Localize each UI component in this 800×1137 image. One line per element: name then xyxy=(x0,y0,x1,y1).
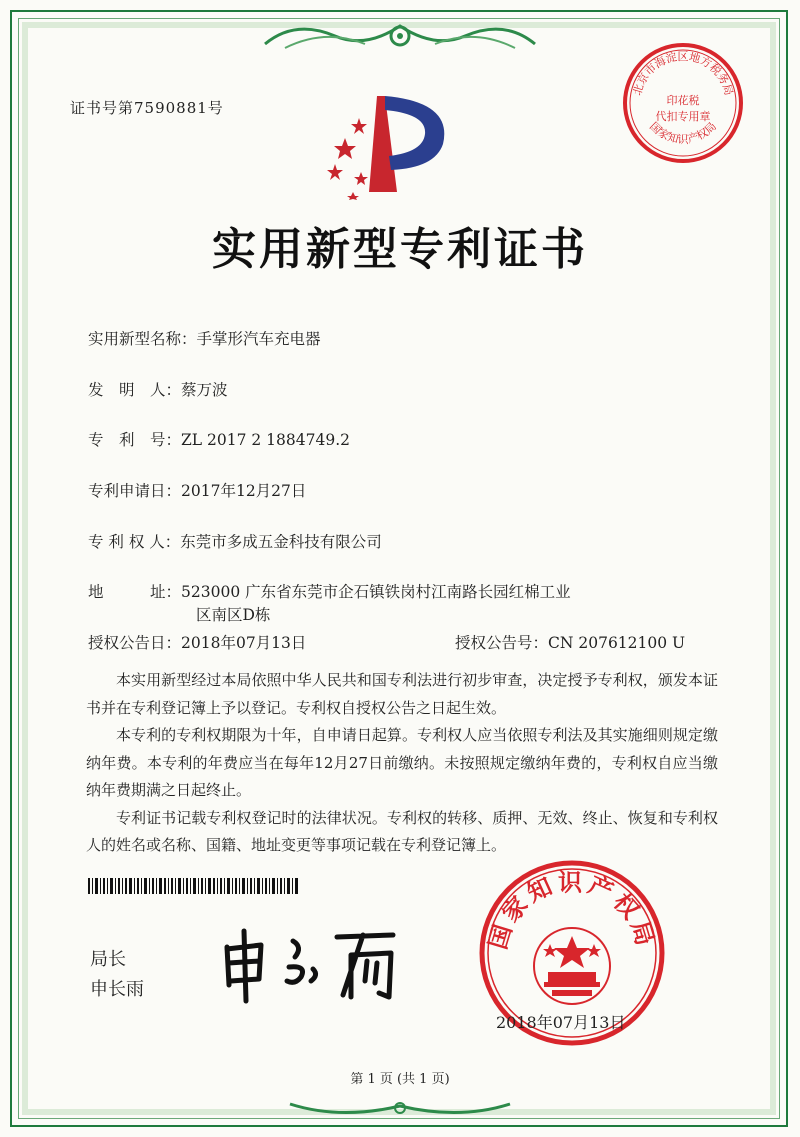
inventor-row xyxy=(88,378,228,400)
body-text xyxy=(86,667,718,860)
patent-number-row xyxy=(88,428,350,450)
utility-name-label: 实用新型名称： xyxy=(88,330,197,348)
sipo-seal-text: 国家知识产权局 xyxy=(483,868,661,953)
seal-date: 2018年07月13日 xyxy=(496,1013,626,1032)
grant-date-row xyxy=(88,631,306,653)
barcode-icon xyxy=(88,878,298,894)
certificate-number: 证书号第7590881号 xyxy=(70,99,224,117)
patentee-label: 专 利 权 人： xyxy=(88,533,181,551)
page-title: 实用新型专利证书 xyxy=(212,224,588,275)
inventor-value: 蔡万波 xyxy=(181,381,228,399)
body-paragraph-2: 本专利的专利权期限为十年，自申请日起算。专利权人应当依照专利法及其实施细则规定缴纳年费。本专利的年费应当在每年12月27日前缴纳。未按照规定缴纳年费的，专利权自应当缴纳年费期满之日起终止。 xyxy=(86,726,718,799)
body-paragraph-3: 专利证书记载专利权登记时的法律状况。专利权的转移、质押、无效、终止、恢复和专利权人的姓名或名称、国籍、地址变更等事项记载在专利登记簿上。 xyxy=(86,808,718,854)
patentee-row xyxy=(88,530,382,552)
filing-date-label: 专利申请日： xyxy=(88,482,182,500)
svg-text:国家知识产权局 xyxy=(647,120,719,146)
grant-number-label: 授权公告号： xyxy=(455,634,549,652)
page-number: 第 1 页 (共 1 页) xyxy=(350,1072,450,1087)
patent-number-value: ZL 2017 2 1884749.2 xyxy=(181,431,350,449)
handwritten-signature xyxy=(215,925,405,1005)
body-paragraph-1: 本实用新型经过本局依照中华人民共和国专利法进行初步审查，决定授予专利权，颁发本证书并在专利登记簿上予以登记。专利权自授权公告之日起生效。 xyxy=(86,671,718,717)
utility-name-value: 手掌形汽车充电器 xyxy=(196,330,321,348)
signatory-title: 局长 xyxy=(90,949,126,970)
grant-date-value: 2018年07月13日 xyxy=(181,634,307,652)
signatory-name: 申长雨 xyxy=(90,979,144,1000)
filing-date-value: 2017年12月27日 xyxy=(181,482,307,500)
patent-number-label: 专 利 号： xyxy=(88,431,182,449)
grant-date-label: 授权公告日： xyxy=(88,634,182,652)
filing-date-row xyxy=(88,479,306,501)
address-label: 地 址： xyxy=(88,583,182,601)
tax-seal-outer-text: 北京市海淀区地方税务局 xyxy=(630,50,736,97)
patent-office-logo-icon xyxy=(325,88,475,200)
address-line-1: 523000 广东省东莞市企石镇铁岗村江南路长园红棉工业 xyxy=(181,583,571,601)
bottom-ornament-icon xyxy=(280,1096,520,1122)
inventor-label: 发 明 人： xyxy=(88,381,182,399)
patentee-value: 东莞市多成五金科技有限公司 xyxy=(180,533,382,551)
grant-number-value: CN 207612100 U xyxy=(548,634,686,652)
tax-seal-inner-text-1: 印花税 xyxy=(666,94,700,107)
utility-name-row xyxy=(88,327,321,349)
address-line-2: 区南区D栋 xyxy=(196,606,271,624)
grant-number-row xyxy=(455,631,685,653)
tax-stamp-seal-icon xyxy=(618,38,748,168)
tax-seal-bottom-text: 国家知识产权局 xyxy=(647,119,719,146)
top-ornament-icon xyxy=(255,14,545,58)
address-row xyxy=(88,580,571,602)
tax-seal-inner-text-2: 代扣专用章 xyxy=(655,110,711,123)
